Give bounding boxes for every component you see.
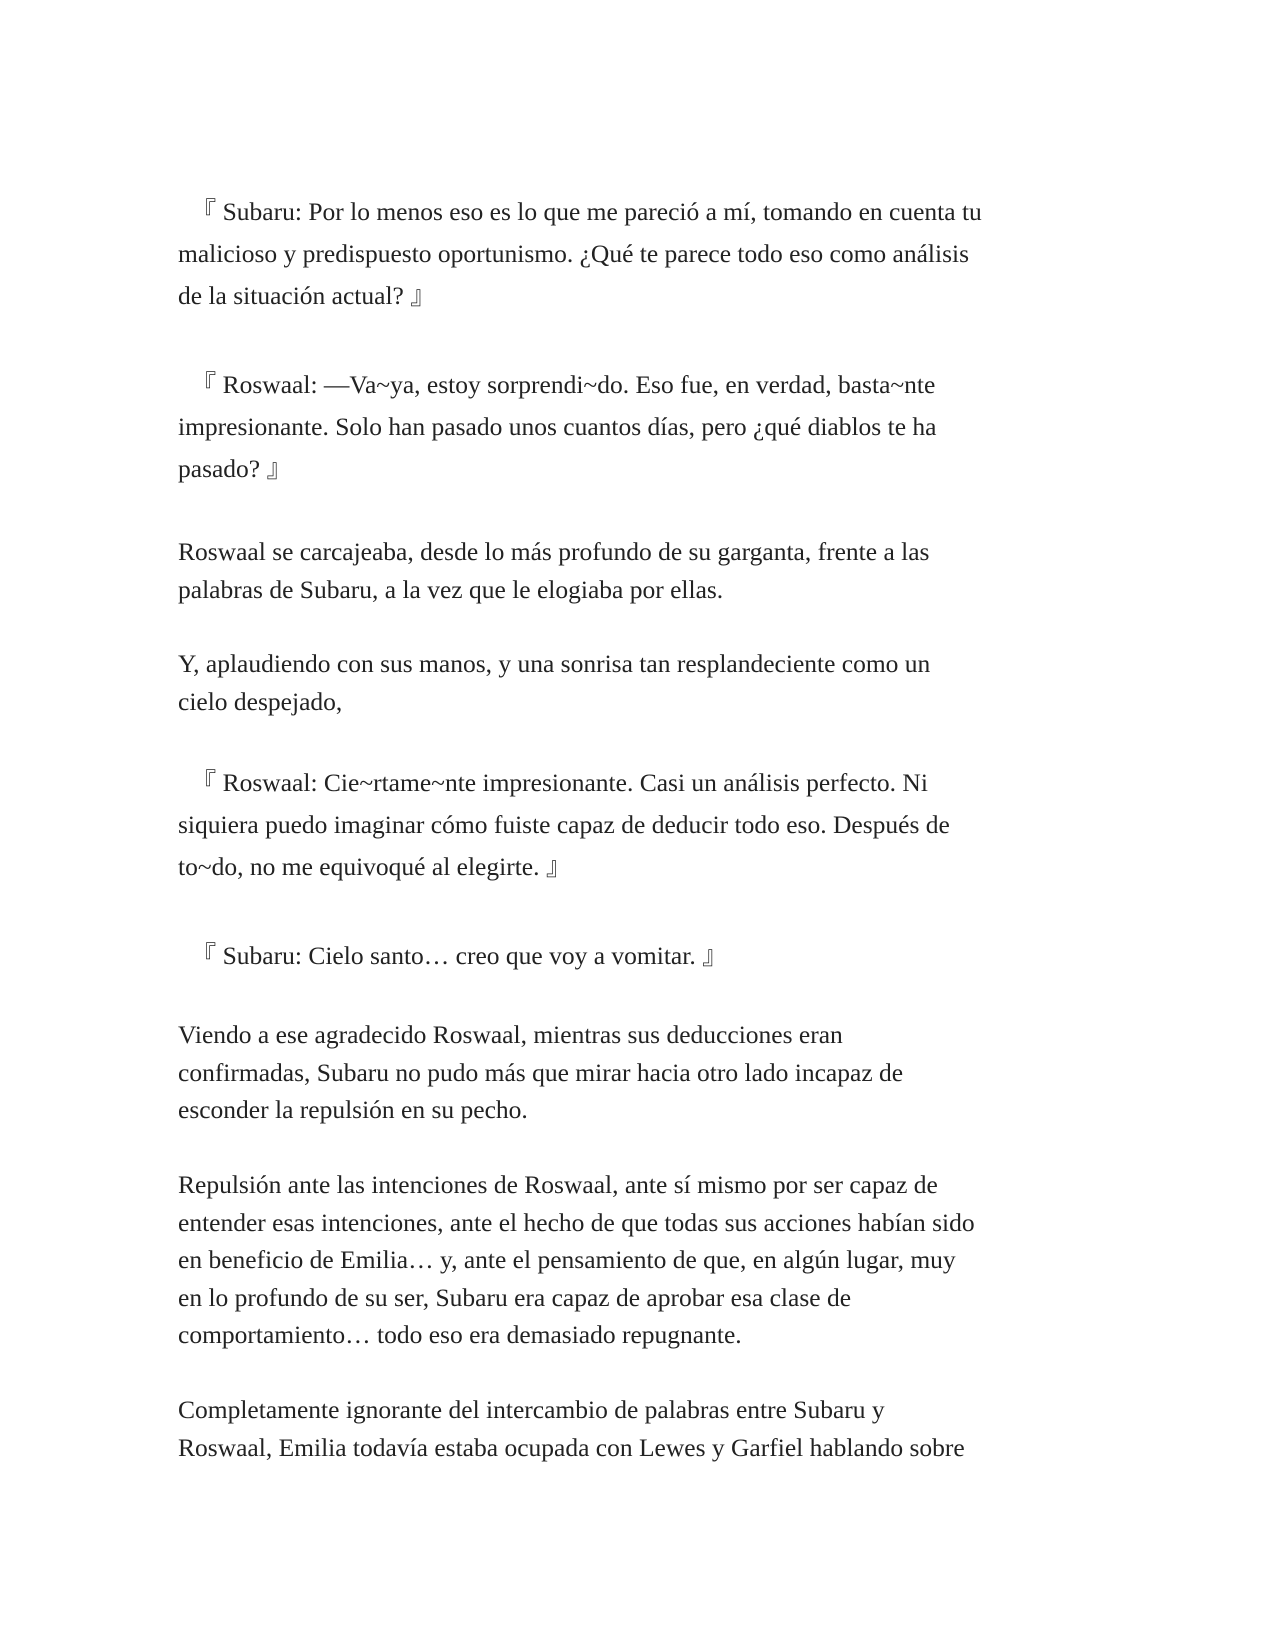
text-line: Completamente ignorante del intercambio de palabras entre Subaru y: [178, 1395, 885, 1424]
text-line: pasado? 』: [178, 454, 293, 483]
text-line: impresionante. Solo han pasado unos cuantos días, pero ¿qué diablos te ha: [178, 412, 937, 441]
text-line: comportamiento… todo eso era demasiado repugnante.: [178, 1320, 742, 1349]
text-line: entender esas intenciones, ante el hecho de que todas sus acciones habían sido: [178, 1207, 975, 1237]
text-line: cielo despejado,: [178, 686, 343, 716]
text-line: en beneficio de Emilia… y, ante el pensamiento de que, en algún lugar, muy: [178, 1245, 956, 1274]
dialogue-paragraph: [178, 935, 1098, 977]
text-line: Y, aplaudiendo con sus manos, y una sonrisa tan resplandeciente como un: [178, 649, 931, 678]
narration-paragraph: [178, 1391, 1098, 1466]
dialogue-paragraph: [178, 762, 1098, 888]
text-line: de la situación actual? 』: [178, 281, 436, 310]
text-line: 『 Roswaal: —Va~ya, estoy sorprendi~do. Eso fue, en verdad, basta~nte: [178, 370, 936, 399]
narration-paragraph: [178, 533, 1098, 608]
text-line: to~do, no me equivoqué al elegirte. 』: [178, 852, 572, 881]
text-line: 『 Subaru: Por lo menos eso es lo que me pareció a mí, tomando en cuenta tu: [178, 197, 982, 226]
text-line: Roswaal, Emilia todavía estaba ocupada con Lewes y Garfiel hablando sobre: [178, 1432, 965, 1462]
narration-paragraph: [178, 1166, 1098, 1354]
text-line: Roswaal se carcajeaba, desde lo más profundo de su garganta, frente a las: [178, 537, 930, 566]
text-line: Repulsión ante las intenciones de Roswaal, ante sí mismo por ser capaz de: [178, 1170, 938, 1199]
narration-paragraph: [178, 645, 1098, 720]
text-line: Viendo a ese agradecido Roswaal, mientras sus deducciones eran: [178, 1020, 843, 1049]
text-line: siquiera puedo imaginar cómo fuiste capaz de deducir todo eso. Después de: [178, 810, 950, 839]
narration-paragraph: [178, 1016, 1098, 1129]
text-line: 『 Roswaal: Cie~rtame~nte impresionante. Casi un análisis perfecto. Ni: [178, 768, 928, 797]
text-line: en lo profundo de su ser, Subaru era capaz de aprobar esa clase de: [178, 1282, 852, 1312]
text-line: 『 Subaru: Cielo santo… creo que voy a vomitar. 』: [178, 941, 728, 970]
text-line: esconder la repulsión en su pecho.: [178, 1095, 528, 1124]
dialogue-paragraph: [178, 191, 1098, 317]
text-line: palabras de Subaru, a la vez que le elogiaba por ellas.: [178, 574, 724, 604]
text-line: confirmadas, Subaru no pudo más que mirar hacia otro lado incapaz de: [178, 1057, 904, 1087]
dialogue-paragraph: [178, 364, 1098, 490]
text-line: malicioso y predispuesto oportunismo. ¿Qué te parece todo eso como análisis: [178, 239, 970, 268]
